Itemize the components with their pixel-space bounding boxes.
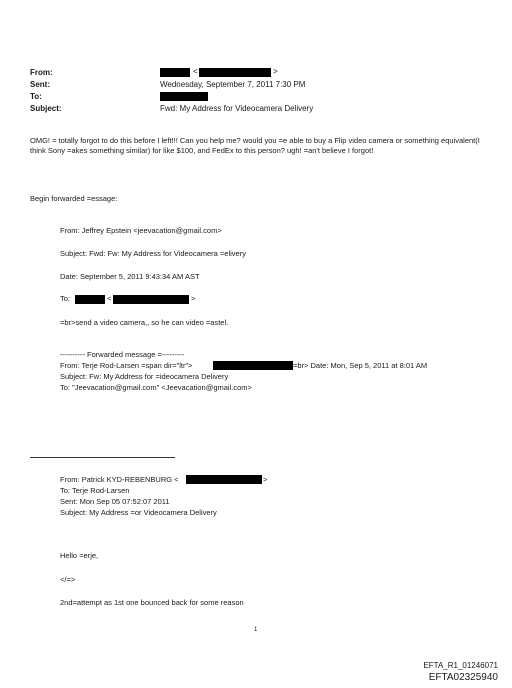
fwd1-message: =br>send a video camera,, so he can video =astel. [60,318,229,327]
document-id-1: EFTA_R1_01246071 [423,661,498,670]
from-open: < [193,67,198,76]
body-paragraph: OMG! = totally forgot to do this before I left!!! Can you help me? would you =e able to buy a Flip video camera or something equivalent(I think Sony =akes something similar) for like $100, and FedEx to this person? ugh! =an't believe I forgot! [30,136,480,155]
from-close: > [273,67,278,76]
fwd3-sent: Sent: Mon Sep 05 07:52:07 2011 [60,497,170,506]
fwd1-to-close: > [191,294,196,303]
sent-value: Wednesday, September 7, 2011 7:30 PM [160,80,306,89]
separator-line [30,457,175,458]
sent-label: Sent: [30,80,50,89]
fwd2-divider: ---------- Forwarded message =--------- [60,350,185,359]
fwd1-to-open: < [107,294,112,303]
closing-tag: </=> [60,575,76,584]
redaction-bar [113,295,189,304]
greeting: Hello =erje, [60,551,99,560]
document-id-2: EFTA02325940 [428,672,498,683]
begin-forwarded: Begin forwarded =essage: [30,194,118,203]
redaction-bar [213,361,293,370]
redaction-bar [75,295,105,304]
fwd1-to-label: To: [60,294,71,303]
fwd2-from-prefix: From: Terje Rod-Larsen =span dir="ltr"> [60,361,193,370]
redaction-bar [199,68,271,77]
from-label: From: [30,68,53,77]
fwd3-to: To: Terje Rod-Larsen [60,486,130,495]
fwd2-subject: Subject: Fw: My Address for =ideocamera Delivery [60,372,229,381]
fwd2-to: To: "Jeevacation@gmail.com" <Jeevacation@gmail.com> [60,383,252,392]
redaction-bar [160,68,190,77]
to-label: To: [30,92,42,101]
fwd2-from-suffix: =br> Date: Mon, Sep 5, 2011 at 8:01 AM [293,361,428,370]
fwd3-from-close: > [263,475,268,484]
fwd1-from: From: Jeffrey Epstein <jeevacation@gmail.com> [60,226,222,235]
fwd3-from-prefix: From: Patrick KYD-REBENBURG < [60,475,179,484]
fwd1-subject: Subject: Fwd: Fw: My Address for Videocamera =elivery [60,249,246,258]
redaction-bar [186,475,262,484]
closing-note: 2nd=attempt as 1st one bounced back for some reason [60,598,244,607]
redaction-bar [160,92,208,101]
subject-value: Fwd: My Address for Videocamera Delivery [160,104,314,113]
subject-label: Subject: [30,104,62,113]
fwd1-date: Date: September 5, 2011 9:43:34 AM AST [60,272,200,281]
page-number: 1 [254,627,258,633]
fwd3-subject: Subject: My Address =or Videocamera Delivery [60,508,217,517]
